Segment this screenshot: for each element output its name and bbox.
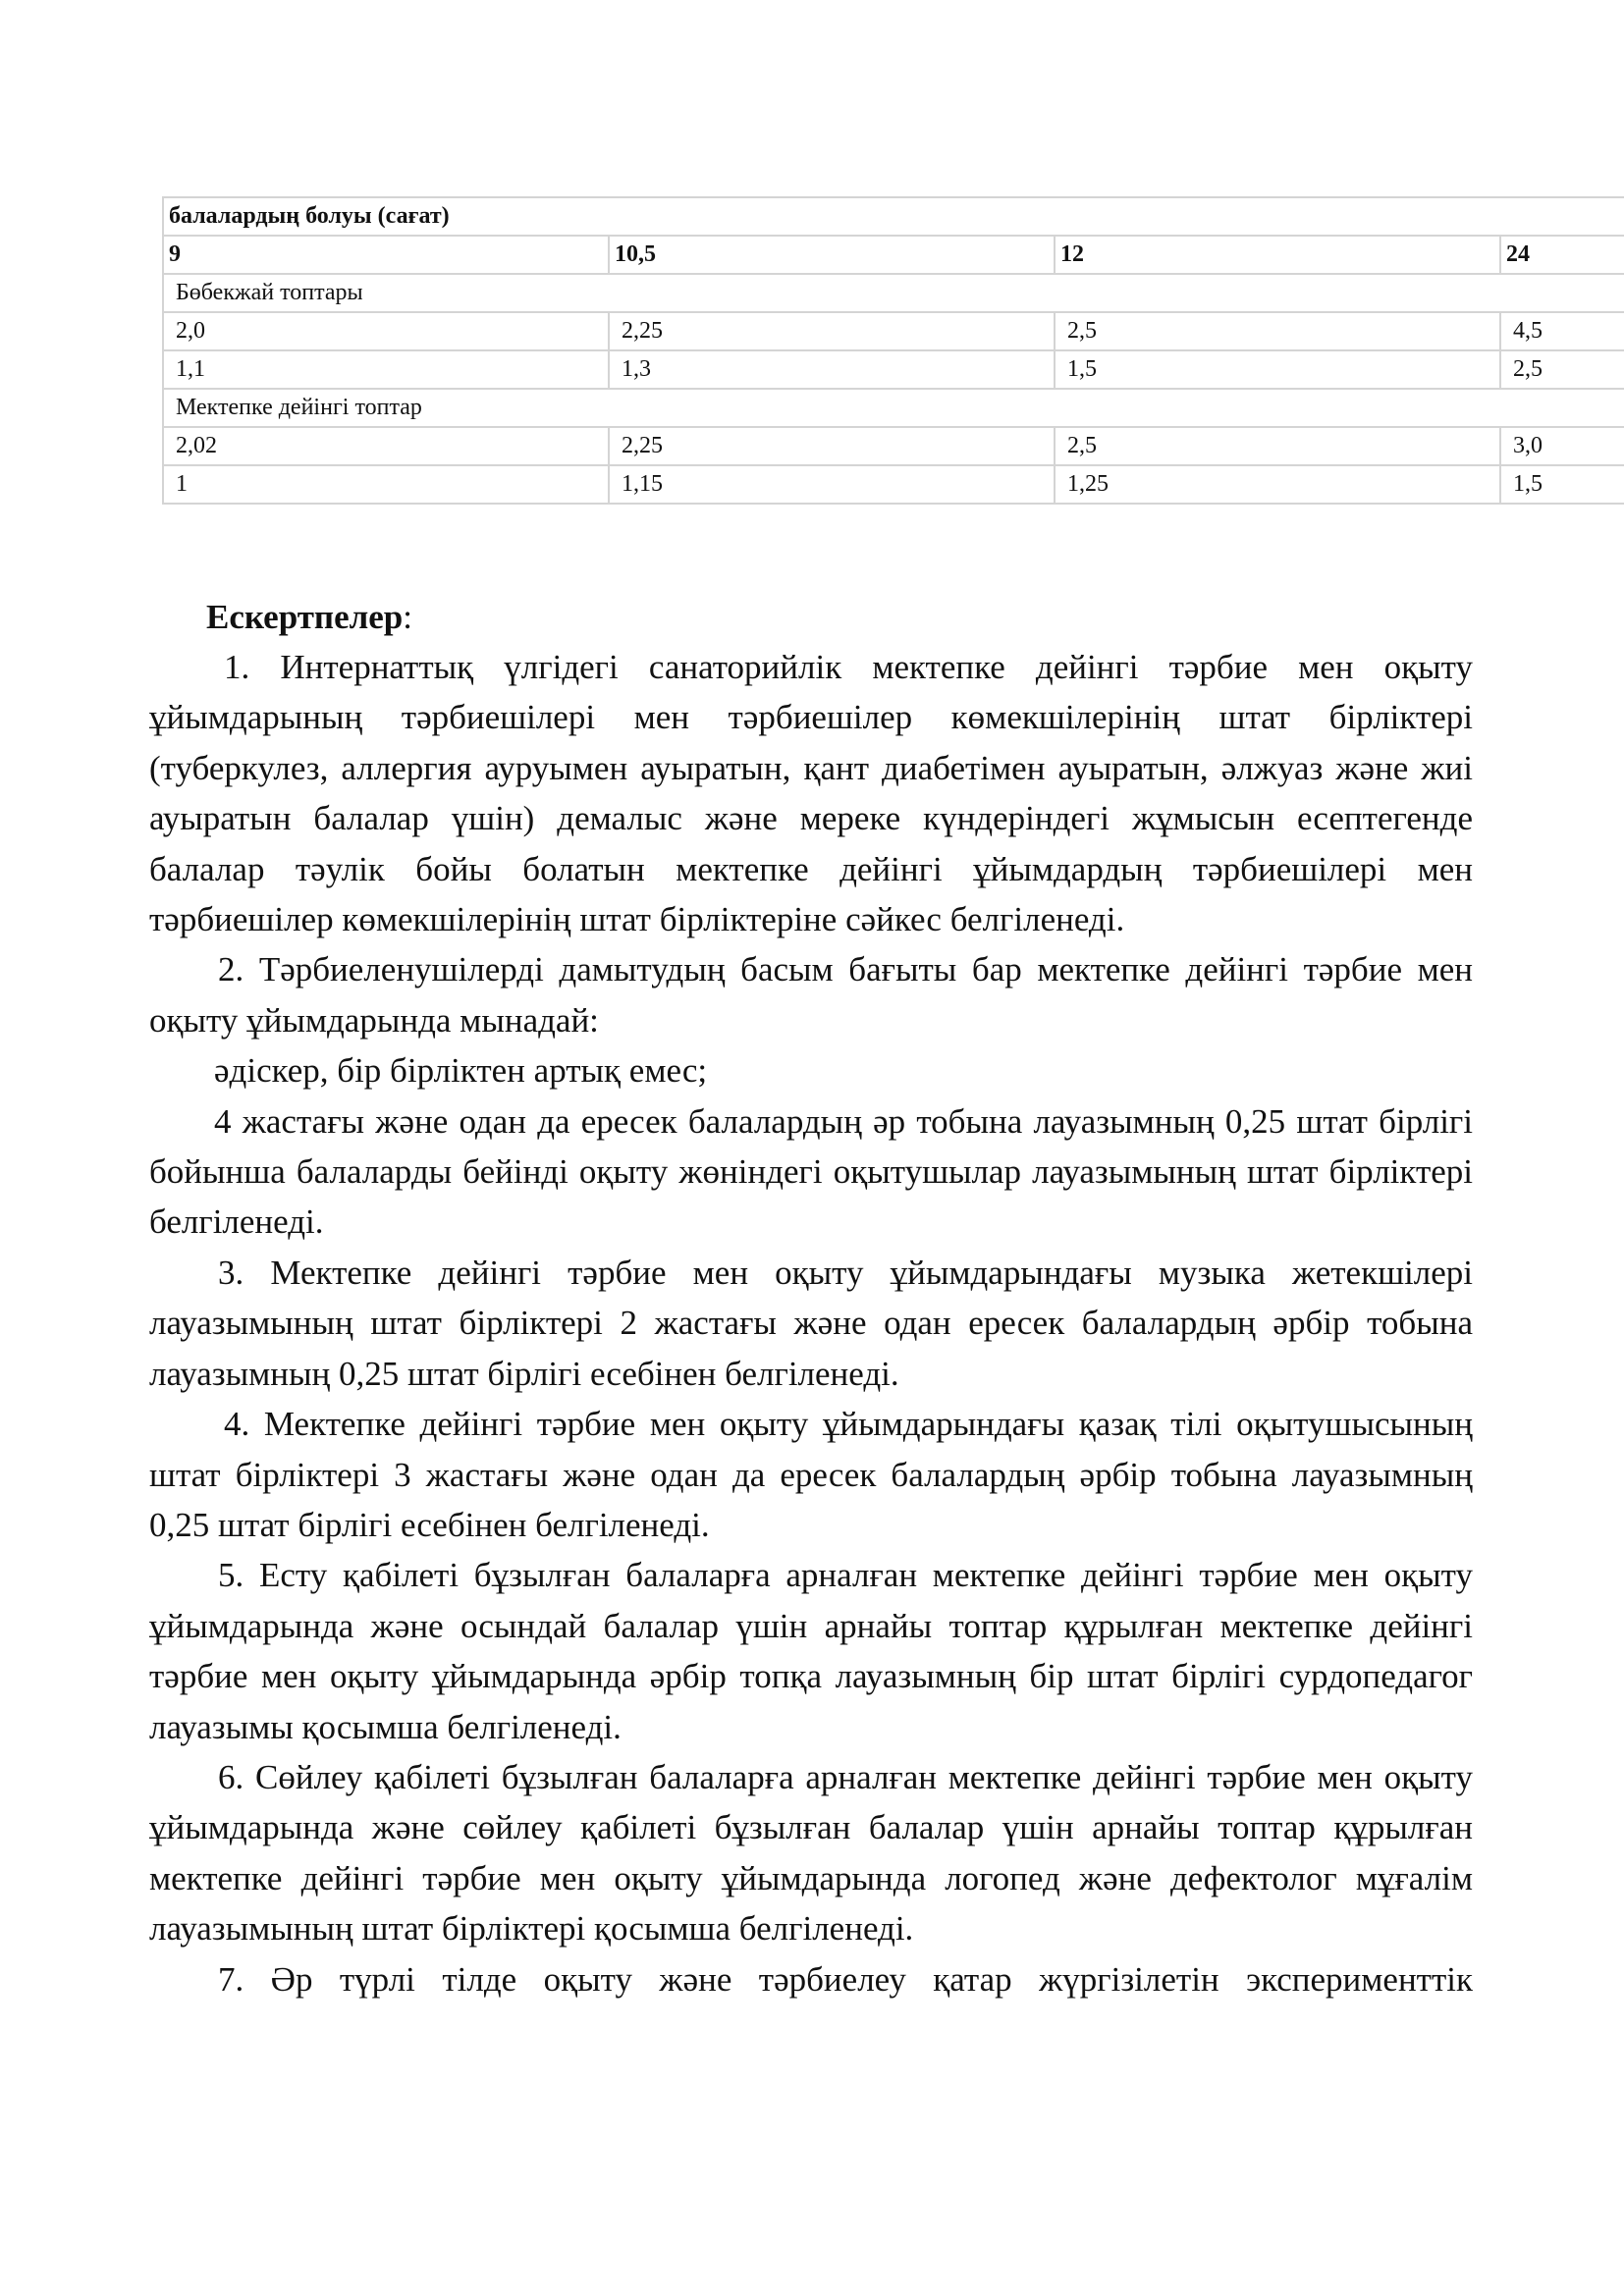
table-row bbox=[163, 465, 1624, 504]
table-header-row bbox=[163, 236, 1624, 274]
header-cell-10-5h: 10,5 bbox=[609, 236, 1055, 274]
table-row bbox=[163, 427, 1624, 465]
table-group-row bbox=[163, 274, 1624, 312]
note-item-2-teachers: 4 жастағы және одан да ересек балалардың әр тобына лауазымның 0,25 штат бірлігі бойынша балаларды бейінді оқыту жөніндегі оқытушылар лауазымының штат бірліктері белгіленеді. bbox=[149, 1101, 1473, 1242]
table-cell: 1,1 bbox=[163, 350, 609, 389]
note-item-5: 5. Есту қабілеті бұзылған балаларға арналған мектепке дейінгі тәрбие мен оқыту ұйымдарында және осындай балалар үшін арнайы топтар құрылған мектепке дейінгі тәрбие мен оқыту ұйымдарында әрбір топқа лауазымның бір штат бірлігі сурдопедагог лауазымы қосымша белгіленеді. bbox=[149, 1556, 1473, 1746]
notes-heading-colon: : bbox=[403, 598, 412, 636]
table-cell: 2,25 bbox=[609, 312, 1055, 350]
table-cell: 2,5 bbox=[1055, 427, 1500, 465]
table-group-row bbox=[163, 389, 1624, 427]
group-label-preschool: Мектепке дейінгі топтар bbox=[163, 389, 1624, 427]
header-cell-9h: 9 bbox=[163, 236, 609, 274]
group-label-nursery: Бөбекжай топтары bbox=[163, 274, 1624, 312]
table-title-cell: балалардың болуы (сағат) bbox=[163, 197, 1624, 236]
header-cell-24h: 24 bbox=[1500, 236, 1624, 274]
note-item-3: 3. Мектепке дейінгі тәрбие мен оқыту ұйымдарындағы музыка жетекшілері лауазымының штат бірліктері 2 жастағы және одан ересек балалардың әрбір тобына лауазымның 0,25 штат бірлігі есебінен белгіленеді. bbox=[149, 1253, 1473, 1393]
table-cell: 2,25 bbox=[609, 427, 1055, 465]
note-item-7: 7. Әр түрлі тілде оқыту және тәрбиелеу қатар жүргізілетін эксперименттік bbox=[218, 1959, 1473, 1999]
staff-norms-table bbox=[162, 196, 1624, 505]
table-row bbox=[163, 312, 1624, 350]
notes-heading bbox=[149, 592, 1473, 642]
header-cell-12h: 12 bbox=[1055, 236, 1500, 274]
table-cell: 2,02 bbox=[163, 427, 609, 465]
table-cell: 2,0 bbox=[163, 312, 609, 350]
table-row bbox=[163, 350, 1624, 389]
table-cell: 1,3 bbox=[609, 350, 1055, 389]
note-item-1: 1. Интернаттық үлгідегі санаторийлік мектепке дейінгі тәрбие мен оқыту ұйымдарының тәрбиешілері мен тәрбиешілер көмекшілерінің штат бірліктері (туберкулез, аллергия ауруымен ауыратын, қант диабетімен ауыратын, әлжуаз және жиі ауыратын балалар үшін) демалыс және мереке күндеріндегі жұмысын есептегенде балалар тәулік бойы болатын мектепке дейінгі ұйымдардың тәрбиешілері мен тәрбиешілер көмекшілерінің штат бірліктеріне сәйкес белгіленеді. bbox=[149, 648, 1473, 939]
notes-heading-text: Ескертпелер bbox=[206, 598, 404, 636]
notes-section bbox=[149, 592, 1473, 2004]
note-item-4: 4. Мектепке дейінгі тәрбие мен оқыту ұйымдарындағы қазақ тілі оқытушысының штат бірліктері 3 жастағы және одан да ересек балалардың әрбір тобына лауазымның 0,25 штат бірлігі есебінен белгіленеді. bbox=[149, 1405, 1473, 1544]
table-cell: 2,5 bbox=[1500, 350, 1624, 389]
table-cell: 1,25 bbox=[1055, 465, 1500, 504]
table-title-row bbox=[163, 197, 1624, 236]
table-cell: 1,15 bbox=[609, 465, 1055, 504]
note-item-2: 2. Тәрбиеленушілерді дамытудың басым бағыты бар мектепке дейінгі тәрбие мен оқыту ұйымдарында мынадай: bbox=[149, 950, 1473, 1040]
table-cell: 4,5 bbox=[1500, 312, 1624, 350]
table-cell: 1,5 bbox=[1500, 465, 1624, 504]
table-cell: 3,0 bbox=[1500, 427, 1624, 465]
table-cell: 1 bbox=[163, 465, 609, 504]
table-cell: 2,5 bbox=[1055, 312, 1500, 350]
note-item-2-methodologist: әдіскер, бір бірліктен артық емес; bbox=[214, 1051, 708, 1091]
note-item-6: 6. Сөйлеу қабілеті бұзылған балаларға арналған мектепке дейінгі тәрбие мен оқыту ұйымдарында және сөйлеу қабілеті бұзылған балалар үшін арнайы топтар құрылған мектепке дейінгі тәрбие мен оқыту ұйымдарында логопед және дефектолог мұғалім лауазымының штат бірліктері қосымша белгіленеді. bbox=[149, 1757, 1473, 1949]
table-cell: 1,5 bbox=[1055, 350, 1500, 389]
